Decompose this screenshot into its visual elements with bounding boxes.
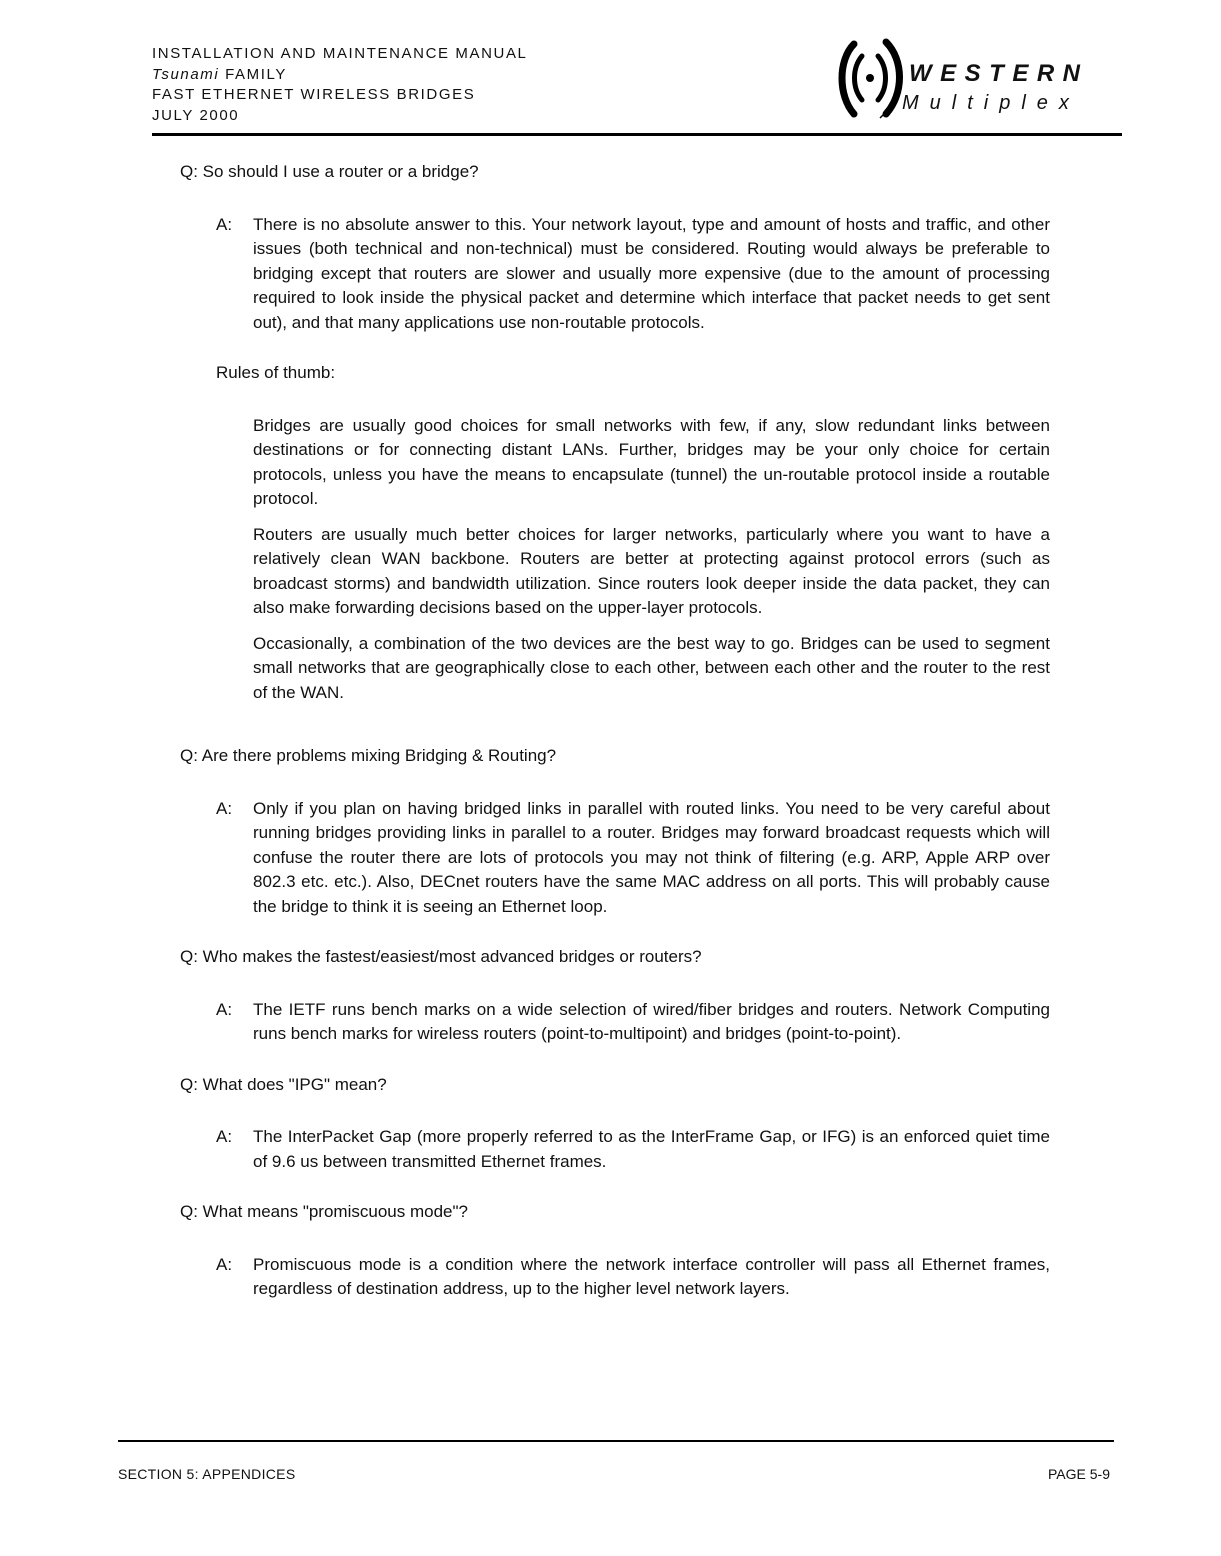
rules-of-thumb-label: Rules of thumb:: [216, 363, 336, 382]
header-rule: [152, 133, 1122, 136]
answer-label: A:: [216, 798, 233, 818]
header-line-4: JULY 2000: [152, 106, 240, 124]
answer-text: The IETF runs bench marks on a wide selection of wired/fiber bridges and routers. Network Computing runs bench marks for wireless routers (point-to-multipoint) and bridges (point-to-point).: [253, 999, 1050, 1043]
answer-text: Only if you plan on having bridged links in parallel with routed links. You need to be very careful about running bridges providing links in parallel to a router. Bridges may forward broadcast requests which will confuse the router there are lots of protocols you may not think of filtering (e.g. ARP, Apple ARP over 802.3 etc. etc.). Also, DECnet routers have the same MAC address on all ports. This will probably cause the bridge to think it is seeing an Ethernet loop.: [253, 798, 1050, 916]
answer-ipg: [180, 1125, 1050, 1174]
header-line-2: [152, 65, 528, 86]
question-fastest-bridges: Q: Who makes the fastest/easiest/most advanced bridges or routers?: [180, 947, 702, 966]
answer-text: Promiscuous mode is a condition where the network interface controller will pass all Ethernet frames, regardless of destination address, up to the higher level network layers.: [253, 1254, 1050, 1298]
question-router-or-bridge: Q: So should I use a router or a bridge?: [180, 162, 479, 181]
header-text: [152, 44, 528, 126]
question-ipg: Q: What does "IPG" mean?: [180, 1074, 387, 1094]
page-body: [180, 160, 1050, 1328]
section-spacer: [180, 716, 1050, 744]
footer-section-title: SECTION 5: APPENDICES: [118, 1466, 296, 1482]
answer-label: A:: [216, 214, 233, 234]
question-promiscuous-mode: Q: What means "promiscuous mode"?: [180, 1202, 468, 1221]
answer-label: A:: [216, 999, 233, 1019]
answer-text: The InterPacket Gap (more properly referred to as the InterFrame Gap, or IFG) is an enforced quiet time of 9.6 us between transmitted Ethernet frames.: [253, 1127, 1050, 1171]
page-header: [152, 44, 1122, 134]
answer-label: A:: [216, 1254, 233, 1274]
wireless-waves-icon: [832, 38, 912, 126]
logo-word-multiplex: Multiplex: [902, 92, 1080, 114]
header-product-name: Tsunami: [152, 65, 220, 83]
answer-promiscuous-mode: [180, 1253, 1050, 1302]
answer-router-or-bridge: [180, 213, 1050, 336]
footer-rule: [118, 1440, 1114, 1442]
answer-label: A:: [216, 1127, 233, 1146]
footer-page-number: PAGE 5-9: [1048, 1466, 1110, 1482]
rule-bridges: Bridges are usually good choices for small networks with few, if any, slow redundant links between destinations or for connecting distant LANs. Further, bridges may be your only choice for certain protocols, unless you have the means to encapsulate (tunnel) the un-routable protocol inside a routable protocol.: [253, 415, 1050, 508]
question-mixing-bridging-routing: Q: Are there problems mixing Bridging & Routing?: [180, 746, 557, 765]
rule-combination: Occasionally, a combination of the two devices are the best way to go. Bridges can be used to segment small networks that are geographically close to each other, between each other and the router to the rest of the WAN.: [253, 633, 1050, 702]
answer-text: There is no absolute answer to this. Your network layout, type and amount of hosts and traffic, and other issues (both technical and non-technical) must be considered. Routing would always be preferable to bridging except that routers are slower and usually more expensive (due to the amount of processing required to look inside the physical packet and determine which interface that packet needs to get sent out), and that many applications use non-routable protocols.: [253, 214, 1050, 332]
answer-mixing-bridging-routing: [180, 797, 1050, 920]
logo-word-western: WESTERN: [909, 60, 1089, 87]
header-line-3: FAST ETHERNET WIRELESS BRIDGES: [152, 86, 476, 103]
rule-routers: Routers are usually much better choices for larger networks, particularly where you want to have a relatively clean WAN backbone. Routers are better at protecting against protocol errors (such as broadcast storms) and bandwidth utilization. Since routers look deeper inside the data packet, they can also make forwarding decisions based on the upper-layer protocols.: [253, 524, 1050, 617]
answer-fastest-bridges: [180, 998, 1050, 1047]
header-family: FAMILY: [219, 65, 287, 83]
company-logo: [832, 38, 1122, 126]
header-line-1: INSTALLATION AND MAINTENANCE MANUAL: [152, 45, 528, 62]
